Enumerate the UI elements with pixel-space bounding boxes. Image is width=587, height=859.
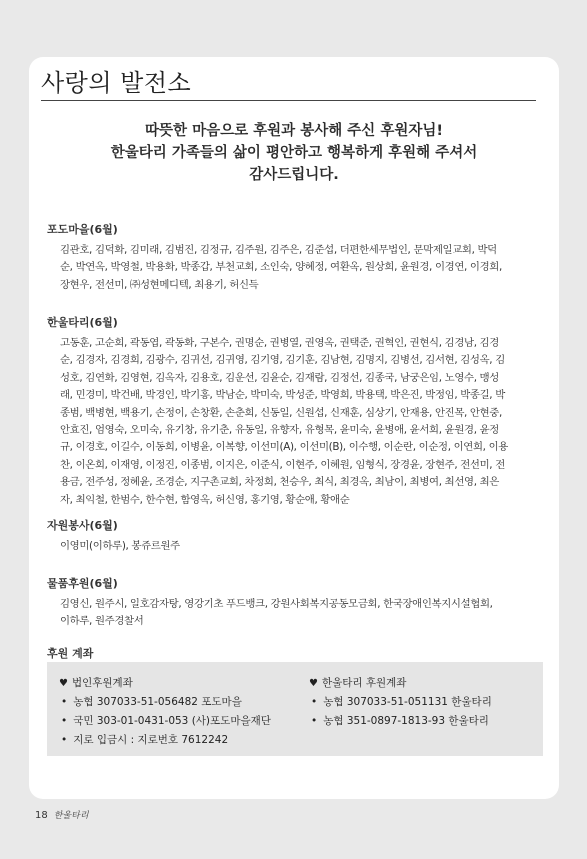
section-volunteer	[47, 517, 547, 555]
donor-line: 규, 이경호, 이길수, 이동희, 이병윤, 이복향, 이선미(A), 이선미(B), 이수행, 이순란, 이순정, 이연희, 이용	[60, 441, 508, 454]
donor-line: 순, 김경자, 김경희, 김광수, 김귀선, 김귀영, 김기영, 김기훈, 김남현, 김명지, 김병선, 김서현, 김성옥, 김	[60, 354, 505, 367]
account-group-title: 한울타리 후원계좌	[321, 677, 407, 689]
donor-line: 김관호, 김덕화, 김미래, 김범진, 김정규, 김주원, 김주은, 김준섭, 더편한세무법인, 문막제일교회, 박덕	[60, 244, 497, 256]
intro-line: 한울타리 가족들의 삶이 평안하고 행복하게 후원해 주셔서	[110, 145, 478, 161]
donor-line: 성호, 김연화, 김영현, 김옥자, 김용호, 김운선, 김윤순, 김재람, 김정선, 김종국, 남궁은임, 노영수, 맹성	[60, 371, 499, 384]
intro-message	[29, 120, 559, 186]
account-number: 농협 351-0897-1813-93 한울타리	[323, 715, 489, 727]
donor-line: 안효진, 엄영숙, 오미숙, 유기창, 유기춘, 유동일, 유향자, 유형목, 윤미숙, 윤병애, 윤서희, 윤원경, 윤정	[60, 424, 499, 437]
page-number: 18	[35, 810, 48, 821]
account-number: 농협 307033-51-056482 포도마을	[73, 696, 242, 708]
page-title: 사랑의 발전소	[41, 69, 192, 97]
section-heading: 자원봉사(6월)	[47, 519, 118, 532]
intro-line: 감사드립니다.	[249, 167, 339, 183]
section-heading: 물품후원(6월)	[47, 577, 118, 590]
heart-icon: ♥	[59, 678, 68, 689]
accounts-box	[47, 662, 543, 756]
bullet-icon: •	[61, 734, 68, 746]
giro-number: 지로 입금시 : 지로번호 7612242	[73, 734, 229, 746]
account-number: 농협 307033-51-051131 한울타리	[323, 696, 492, 708]
donor-line: 찬, 이온희, 이재영, 이정진, 이종범, 이지은, 이준식, 이현주, 이혜원, 임형식, 장경윤, 장현주, 전선미, 전	[60, 458, 505, 471]
donor-line: 자, 최익철, 한범수, 한수현, 함영옥, 허신영, 홍기영, 황순애, 황애순	[60, 493, 350, 506]
content-card	[29, 57, 559, 799]
donor-line: 종범, 백병현, 백용기, 손정이, 손창환, 손춘희, 신동일, 신원섭, 신재훈, 심상기, 안재용, 안진목, 안현중,	[60, 406, 502, 419]
hanultari-account-group	[309, 675, 492, 732]
donor-line: 장현우, 전선미, ㈜성현메디텍, 최용기, 허신득	[60, 278, 259, 291]
donor-list	[47, 242, 547, 294]
donor-line: 용금, 전주성, 정혜윤, 조경순, 지구촌교회, 차정희, 천승우, 최식, 최경옥, 최남이, 최병여, 최선영, 최은	[60, 476, 499, 489]
section-goods-donation	[47, 575, 547, 631]
section-heading: 한울타리(6월)	[47, 316, 118, 329]
donor-list	[47, 538, 547, 555]
bullet-icon: •	[311, 696, 318, 708]
bullet-icon: •	[311, 715, 318, 727]
donor-list	[47, 335, 547, 509]
corporate-account-group	[59, 675, 271, 751]
donor-line: 순, 박연옥, 박영철, 박용화, 박종갑, 부천교회, 소인숙, 양혜정, 여환옥, 원상희, 윤원경, 이경연, 이경희,	[60, 261, 502, 274]
section-hanultari	[47, 314, 547, 509]
donor-line: 김영신, 원주시, 일호감자탕, 영강기초 푸드뱅크, 강원사회복지공동모금회, 한국장애인복지시설협회,	[60, 598, 493, 610]
account-number: 국민 303-01-0431-053 (사)포도마을재단	[73, 715, 271, 727]
intro-line: 따뜻한 마음으로 후원과 봉사해 주신 후원자님!	[145, 123, 443, 139]
bullet-icon: •	[61, 715, 68, 727]
page-footer	[35, 808, 89, 821]
donor-line: 고동훈, 고순희, 곽동엽, 곽동화, 구본수, 권명순, 권병열, 권영옥, 권택준, 권혁인, 권현식, 김경남, 김경	[60, 337, 499, 349]
heart-icon: ♥	[309, 678, 318, 689]
account-group-title: 법인후원계좌	[71, 677, 133, 689]
section-podomaeul	[47, 221, 547, 294]
section-heading: 포도마을(6월)	[47, 223, 118, 236]
donor-list	[47, 596, 547, 631]
magazine-logo: 한울타리	[53, 811, 89, 821]
title-divider	[41, 100, 536, 101]
bullet-icon: •	[61, 696, 68, 708]
donor-line: 이하루, 원주경찰서	[60, 615, 144, 628]
donor-line: 이영미(이하루), 봉쥬르원주	[60, 540, 180, 552]
section-heading: 후원 계좌	[47, 647, 94, 660]
donor-line: 래, 민경미, 박건배, 박경인, 박기홍, 박남순, 박미숙, 박성준, 박영희, 박용택, 박은진, 박정임, 박종길, 박	[60, 389, 505, 402]
